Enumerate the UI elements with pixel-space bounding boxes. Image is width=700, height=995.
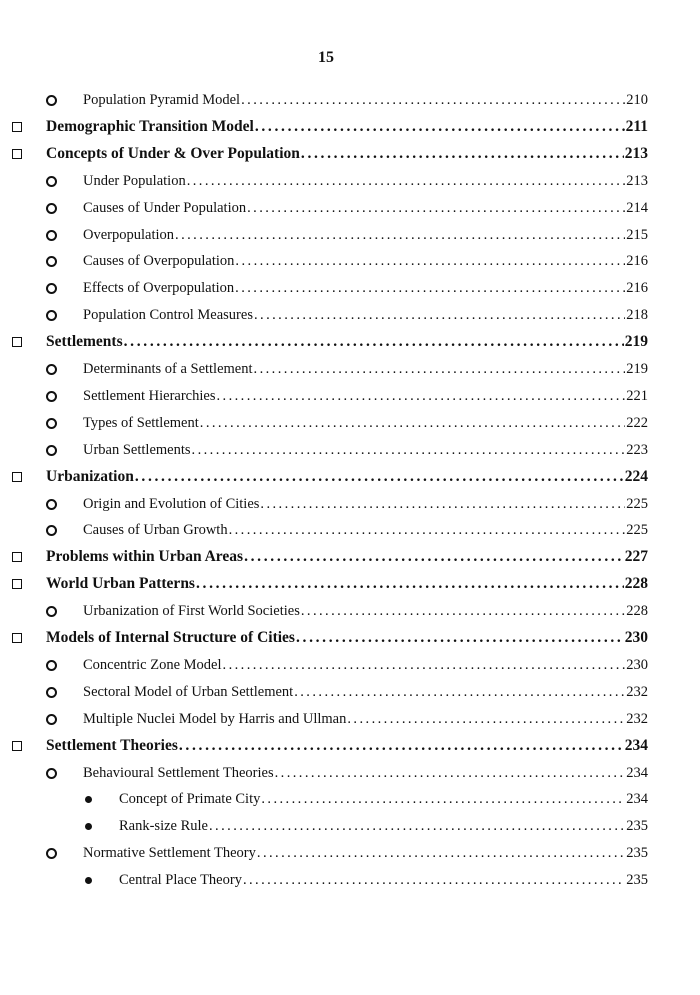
- toc-entry-title: Origin and Evolution of Cities: [83, 495, 260, 512]
- dot-leader: [124, 330, 624, 354]
- toc-entry-page: 228: [624, 575, 648, 593]
- toc-entry: [0, 88, 700, 112]
- circle-bullet-icon: [46, 176, 57, 187]
- toc-entry-line: [83, 357, 648, 381]
- square-bullet-icon: [12, 579, 22, 589]
- dot-leader: [296, 626, 624, 650]
- dot-leader: [175, 223, 625, 247]
- dot-leader: [301, 142, 624, 166]
- toc-entry: [0, 761, 700, 785]
- circle-bullet-icon: [46, 95, 57, 106]
- toc-entry-title: Settlement Hierarchies: [83, 387, 216, 404]
- dot-leader: [187, 169, 626, 193]
- toc-entry-line: [46, 545, 648, 569]
- toc-entry-line: [119, 814, 648, 838]
- toc-entry-page: 219: [624, 333, 648, 351]
- toc-entry-title: Overpopulation: [83, 226, 175, 243]
- toc-entry-line: [46, 572, 648, 596]
- square-bullet-icon: [12, 633, 22, 643]
- toc-entry-page: 232: [626, 710, 648, 727]
- circle-bullet-icon: [46, 256, 57, 267]
- toc-entry-page: 225: [626, 522, 648, 539]
- toc-entry-page: 235: [626, 845, 648, 862]
- dot-leader: [235, 249, 625, 273]
- toc-entry-title: Effects of Overpopulation: [83, 280, 235, 297]
- toc-entry: [0, 787, 700, 811]
- toc-entry-line: [83, 88, 648, 112]
- circle-bullet-icon: [46, 768, 57, 779]
- dot-leader: [257, 841, 625, 865]
- toc-entry-line: [46, 115, 648, 139]
- dot-leader: [192, 438, 626, 462]
- toc-entry-page: 223: [626, 441, 648, 458]
- toc-entry-page: 230: [624, 629, 648, 646]
- toc-entry: [0, 384, 700, 408]
- toc-entry-page: 214: [626, 199, 648, 216]
- toc-entry-page: 224: [624, 467, 648, 485]
- toc-entry: [0, 814, 700, 838]
- dot-bullet-icon: [85, 877, 92, 884]
- toc-entry-line: [83, 196, 648, 220]
- toc-entry: [0, 868, 700, 892]
- toc-entry-title: Concentric Zone Model: [83, 656, 222, 673]
- circle-bullet-icon: [46, 848, 57, 859]
- page-number: 15: [318, 49, 334, 66]
- square-bullet-icon: [12, 552, 22, 562]
- toc-entry-title: Demographic Transition Model: [46, 117, 254, 135]
- toc-entry-page: 235: [626, 818, 648, 835]
- toc-entry: [0, 841, 700, 865]
- toc-entry-line: [83, 653, 648, 677]
- toc-entry-line: [83, 411, 648, 435]
- toc-entry-page: 221: [626, 387, 648, 404]
- toc-entry-page: 227: [624, 548, 648, 566]
- toc-entry-page: 219: [626, 361, 648, 377]
- toc-entry: [0, 680, 700, 704]
- toc-entry-line: [83, 276, 648, 300]
- circle-bullet-icon: [46, 283, 57, 294]
- toc-entry-line: [83, 707, 648, 731]
- toc-entry-page: 232: [626, 683, 648, 700]
- dot-leader: [254, 357, 626, 381]
- dot-leader: [254, 303, 625, 327]
- toc-entry-title: Urbanization of First World Societies: [83, 603, 300, 620]
- dot-leader: [196, 572, 624, 596]
- toc-entry-page: 234: [626, 791, 648, 808]
- toc-entry-line: [83, 384, 648, 408]
- circle-bullet-icon: [46, 391, 57, 402]
- toc-entry-line: [83, 169, 648, 193]
- dot-leader: [223, 653, 626, 677]
- toc-entry-line: [83, 249, 648, 273]
- toc-entry-title: Causes of Urban Growth: [83, 522, 228, 539]
- toc-entry-title: Urban Settlements: [83, 441, 191, 458]
- dot-leader: [243, 868, 625, 892]
- toc-entry-page: 213: [626, 172, 648, 189]
- toc-entry-page: 228: [626, 603, 648, 620]
- toc-entry: [0, 223, 700, 247]
- circle-bullet-icon: [46, 714, 57, 725]
- toc-entry: [0, 572, 700, 596]
- circle-bullet-icon: [46, 499, 57, 510]
- toc-entry-page: 216: [626, 253, 648, 270]
- circle-bullet-icon: [46, 203, 57, 214]
- circle-bullet-icon: [46, 310, 57, 321]
- toc-entry-line: [46, 465, 648, 489]
- dot-leader: [229, 518, 626, 542]
- toc-entry: [0, 438, 700, 462]
- dot-leader: [135, 465, 624, 489]
- toc-entry: [0, 115, 700, 139]
- toc-entry-title: Problems within Urban Areas: [46, 548, 244, 566]
- circle-bullet-icon: [46, 445, 57, 456]
- toc-entry: [0, 492, 700, 516]
- toc-entry-title: Settlements: [46, 333, 123, 351]
- dot-leader: [247, 196, 625, 220]
- toc-entry-line: [83, 680, 648, 704]
- toc-entry-title: Causes of Under Population: [83, 199, 247, 216]
- toc-entry-line: [83, 518, 648, 542]
- toc-entry-title: Under Population: [83, 172, 186, 189]
- toc-entry-title: Sectoral Model of Urban Settlement: [83, 683, 294, 700]
- toc-entry: [0, 249, 700, 273]
- dot-leader: [244, 545, 624, 569]
- dot-leader: [209, 814, 625, 838]
- toc-entry-line: [46, 142, 648, 166]
- toc-entry-page: 218: [626, 307, 648, 324]
- toc-entry-page: 234: [624, 736, 648, 754]
- toc-entry-page: 210: [626, 92, 648, 108]
- toc-entry-line: [119, 868, 648, 892]
- toc-entry-line: [83, 223, 648, 247]
- circle-bullet-icon: [46, 687, 57, 698]
- toc-entry: [0, 518, 700, 542]
- toc-entry-page: 235: [626, 872, 648, 889]
- toc-entry: [0, 465, 700, 489]
- circle-bullet-icon: [46, 606, 57, 617]
- toc-entry-line: [83, 438, 648, 462]
- toc-entry-line: [46, 734, 648, 758]
- dot-leader: [200, 411, 625, 435]
- dot-leader: [260, 492, 625, 516]
- dot-leader: [216, 384, 625, 408]
- toc-entry: [0, 142, 700, 166]
- toc-entry: [0, 653, 700, 677]
- circle-bullet-icon: [46, 525, 57, 536]
- toc-entry: [0, 196, 700, 220]
- toc-entry: [0, 626, 700, 650]
- toc-entry: [0, 734, 700, 758]
- toc-entry-line: [46, 626, 648, 650]
- toc-entry: [0, 169, 700, 193]
- toc-entry-title: World Urban Patterns: [46, 575, 195, 593]
- square-bullet-icon: [12, 122, 22, 132]
- toc-entry-title: Population Pyramid Model: [83, 92, 241, 108]
- dot-leader: [255, 115, 625, 139]
- toc-entry-page: 211: [625, 117, 648, 135]
- toc-entry: [0, 276, 700, 300]
- toc-entry: [0, 599, 700, 623]
- square-bullet-icon: [12, 337, 22, 347]
- square-bullet-icon: [12, 472, 22, 482]
- dot-leader: [235, 276, 625, 300]
- toc-entry-title: Settlement Theories: [46, 736, 178, 754]
- circle-bullet-icon: [46, 418, 57, 429]
- toc-entry: [0, 707, 700, 731]
- toc-entry-page: 225: [626, 495, 648, 512]
- toc-entry-page: 222: [626, 414, 648, 431]
- circle-bullet-icon: [46, 230, 57, 241]
- toc-entry-title: Urbanization: [46, 467, 134, 485]
- dot-leader: [275, 761, 626, 785]
- toc-entry: [0, 411, 700, 435]
- dot-leader: [347, 707, 625, 731]
- toc-entry-line: [83, 492, 648, 516]
- dot-leader: [294, 680, 625, 704]
- toc-entry-line: [83, 303, 648, 327]
- dot-leader: [301, 599, 625, 623]
- toc-entry-page: 230: [626, 656, 648, 673]
- toc-entry-title: Rank-size Rule: [119, 818, 208, 835]
- toc-entry-line: [46, 330, 648, 354]
- toc-entry-line: [83, 761, 648, 785]
- circle-bullet-icon: [46, 660, 57, 671]
- dot-leader: [179, 734, 624, 758]
- toc-entry: [0, 303, 700, 327]
- dot-leader: [241, 88, 625, 112]
- dot-leader: [261, 787, 625, 811]
- dot-bullet-icon: [85, 823, 92, 830]
- toc-entry-title: Normative Settlement Theory: [83, 845, 256, 862]
- dot-bullet-icon: [85, 796, 92, 803]
- toc-entry-title: Central Place Theory: [119, 872, 242, 889]
- toc-entry-line: [83, 599, 648, 623]
- toc-entry-title: Population Control Measures: [83, 307, 253, 324]
- toc-entry-line: [83, 841, 648, 865]
- toc-entry-title: Models of Internal Structure of Cities: [46, 629, 295, 646]
- square-bullet-icon: [12, 149, 22, 159]
- toc-entry: [0, 330, 700, 354]
- toc-entry-title: Concepts of Under & Over Population: [46, 144, 300, 162]
- toc-entry-page: 216: [626, 280, 648, 297]
- toc-entry: [0, 545, 700, 569]
- toc-entry-page: 215: [626, 226, 648, 243]
- toc-entry-title: Behavioural Settlement Theories: [83, 764, 274, 781]
- circle-bullet-icon: [46, 364, 57, 375]
- square-bullet-icon: [12, 741, 22, 751]
- toc-entry-page: 213: [624, 144, 648, 162]
- toc-entry-title: Multiple Nuclei Model by Harris and Ullman: [83, 710, 347, 727]
- toc-entry-page: 234: [626, 764, 648, 781]
- toc-entry-title: Determinants of a Settlement: [83, 361, 253, 377]
- toc-entry-title: Concept of Primate City: [119, 791, 261, 808]
- toc-entry: [0, 357, 700, 381]
- toc-entry-title: Types of Settlement: [83, 414, 199, 431]
- toc-entry-title: Causes of Overpopulation: [83, 253, 235, 270]
- toc-entry-line: [119, 787, 648, 811]
